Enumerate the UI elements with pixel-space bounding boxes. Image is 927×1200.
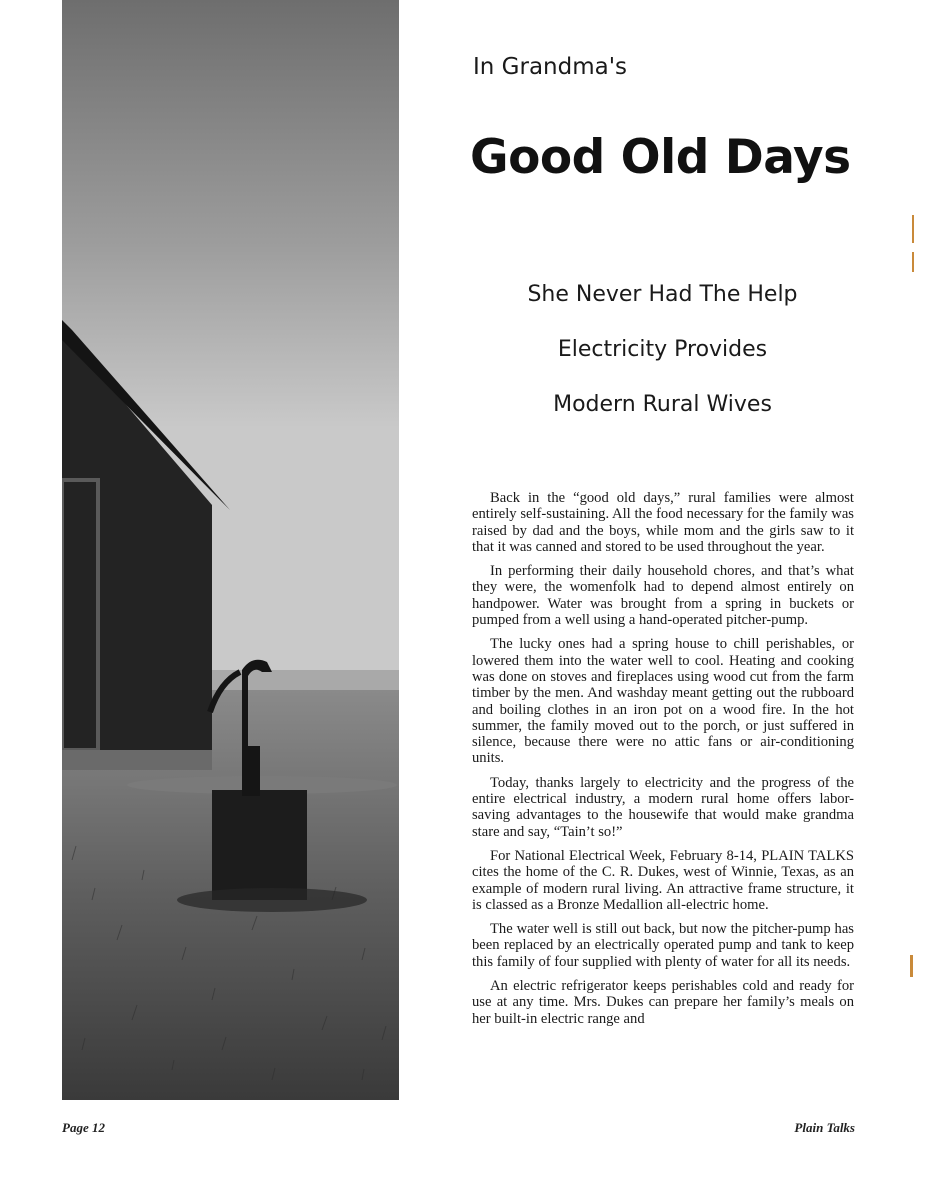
paragraph: The lucky ones had a spring house to chill perishables, or lowered them into the water well to cool. Heating and cooking was done on stoves and fireplaces using wood cut from the farm timber by the men. And washday meant getting out the rubboard and boiling clothes in an iron pot on a wood fire. In the hot summer, the family moved out to the porch, or just suffered in silence, because there were no attic fans or air-conditioning units. <box>472 636 854 767</box>
subhead-1: She Never Had The Help <box>527 282 798 307</box>
well-barrel <box>212 790 307 900</box>
page-number: Page 12 <box>62 1120 105 1135</box>
article-body <box>472 490 854 1035</box>
subhead-3: Modern Rural Wives <box>553 392 772 417</box>
paragraph: In performing their daily household chores, and that’s what they were, the womenfolk had to depend almost entirely on handpower. Water was brought from a spring in buckets or pumped from a well using a hand-operated pitcher-pump. <box>472 563 854 629</box>
paragraph: Today, thanks largely to electricity and the progress of the entire electrical industry, a modern rural home offers labor-saving advantages to the housewife that would make grandma stare and say, “Tain’t so!” <box>472 774 854 840</box>
publication-name: Plain Talks <box>794 1120 855 1135</box>
barn-foundation <box>62 750 212 770</box>
ground-shadow <box>177 888 367 912</box>
photo-illustration <box>62 0 399 1100</box>
paragraph: The water well is still out back, but now the pitcher-pump has been replaced by an electrically operated pump and tank to keep this family of four supplied with plenty of water for all its needs. <box>472 921 854 970</box>
paragraph: For National Electrical Week, February 8-14, PLAIN TALKS cites the home of the C. R. Dukes, west of Winnie, Texas, as an example of modern rural living. An attractive frame structure, it is classed as a Bronze Medallion all-electric home. <box>472 847 854 913</box>
scan-edge-mark <box>912 215 914 243</box>
scan-edge-mark <box>910 955 913 977</box>
kicker-title: In Grandma's <box>473 54 628 80</box>
scan-edge-mark <box>912 252 914 272</box>
subhead-2: Electricity Provides <box>557 337 768 362</box>
paragraph: An electric refrigerator keeps perishables cold and ready for use at any time. Mrs. Dukes can prepare her family’s meals on her built-in electric range and <box>472 978 854 1027</box>
farm-pump-photo <box>62 0 399 1100</box>
headline: Good Old Days <box>470 130 851 185</box>
paragraph: Back in the “good old days,” rural families were almost entirely self-sustaining. All the food necessary for the family was raised by dad and the boys, while mom and the girls saw to it that it was canned and stored to be used throughout the year. <box>472 490 854 555</box>
